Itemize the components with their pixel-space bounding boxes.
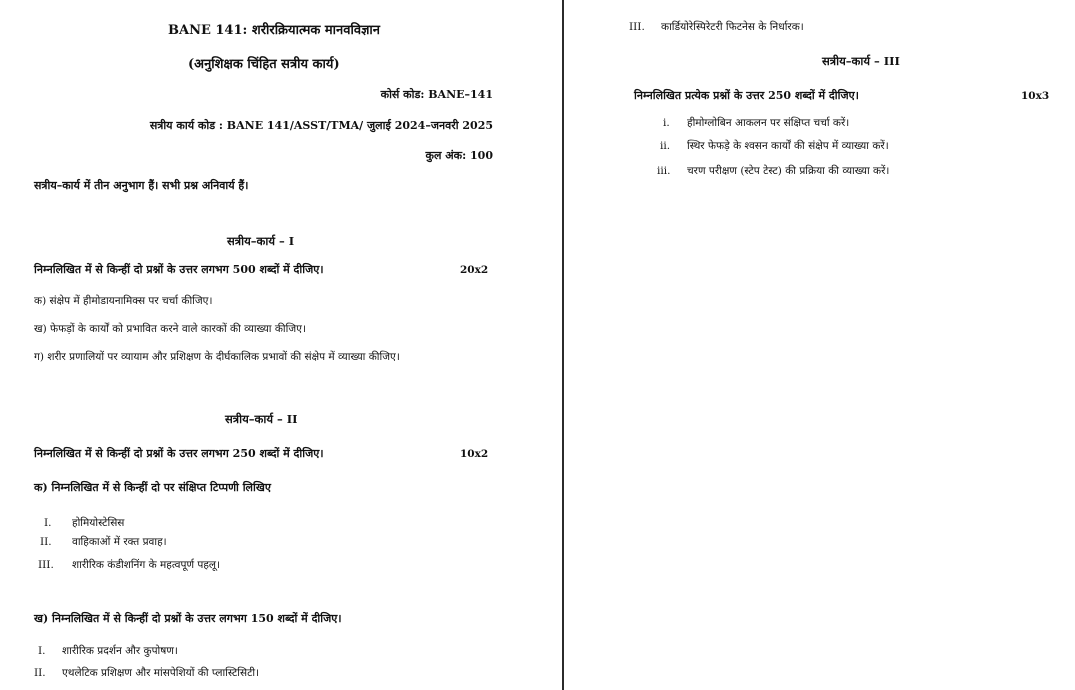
section-3-heading: सत्रीय–कार्य – III	[822, 54, 900, 68]
assignment-code: सत्रीय कार्य कोड : BANE 141/ASST/TMA/ जुलाई 2024–जनवरी 2025	[149, 119, 493, 132]
general-note: सत्रीय–कार्य में तीन अनुभाग हैं। सभी प्रश्न अनिवार्य हैं।	[34, 179, 249, 192]
list-item-number: II.	[34, 667, 46, 679]
list-item-number: III.	[629, 21, 645, 33]
document-subtitle: (अनुशिक्षक चिंहित सत्रीय कार्य)	[188, 57, 340, 72]
document-title: BANE 141: शरीरक्रियात्मक मानवविज्ञान	[168, 23, 380, 38]
right-page	[565, 0, 1075, 690]
list-item-number: I.	[38, 645, 46, 657]
list-item-number: I.	[44, 517, 52, 529]
section-2-part-a-title: क) निम्नलिखित में से किन्हीं दो पर संक्षिप्त टिप्पणी लिखिए	[34, 481, 271, 494]
list-item: हीमोग्लोबिन आकलन पर संक्षिप्त चर्चा करें।	[687, 117, 850, 129]
question-item: ख) फेफड़ों के कार्यों को प्रभावित करने वाले कारकों की व्याख्या कीजिए।	[34, 323, 306, 335]
list-item: वाहिकाओं में रक्त प्रवाह।	[72, 536, 167, 548]
list-item: चरण परीक्षण (स्टेप टेस्ट) की प्रक्रिया की व्याख्या करें।	[687, 165, 890, 177]
section-2-marks: 10x2	[460, 448, 489, 460]
total-marks: कुल अंक: 100	[425, 149, 493, 162]
list-item: एथलेटिक प्रशिक्षण और मांसपेशियों की प्लास्टिसिटी।	[62, 667, 260, 679]
section-1-heading: सत्रीय–कार्य – I	[227, 234, 295, 248]
section-3-instruction: निम्नलिखित प्रत्येक प्रश्नों के उत्तर 250 शब्दों में दीजिए।	[634, 89, 859, 102]
list-item: शारीरिक प्रदर्शन और कुपोषण।	[62, 645, 178, 657]
list-item: कार्डियोरेस्पिरेटरी फिटनेस के निर्धारक।	[661, 21, 804, 33]
list-item: होमियोस्टेसिस	[72, 517, 125, 529]
question-item: क) संक्षेप में हीमोडायनामिक्स पर चर्चा कीजिए।	[34, 295, 213, 307]
course-code: कोर्स कोड: BANE–141	[380, 88, 493, 101]
list-item-number: ii.	[660, 140, 671, 152]
section-2-part-b-title: ख) निम्नलिखित में से किन्हीं दो प्रश्नों के उत्तर लगभग 150 शब्दों में दीजिए।	[34, 612, 342, 625]
question-item: ग) शरीर प्रणालियों पर व्यायाम और प्रशिक्षण के दीर्घकालिक प्रभावों की संक्षेप में व्याख्या कीजिए।	[34, 351, 400, 363]
section-2-heading: सत्रीय–कार्य – II	[225, 412, 298, 426]
list-item-number: III.	[38, 559, 54, 571]
page-divider	[562, 0, 564, 690]
list-item-number: i.	[663, 117, 670, 129]
list-item: शारीरिक कंडीशनिंग के महत्वपूर्ण पहलू।	[72, 559, 221, 571]
section-1-marks: 20x2	[460, 264, 489, 276]
list-item: स्थिर फेफड़े के श्वसन कार्यों की संक्षेप में व्याख्या करें।	[687, 140, 889, 152]
list-item-number: II.	[40, 536, 52, 548]
section-2-instruction: निम्नलिखित में से किन्हीं दो प्रश्नों के उत्तर लगभग 250 शब्दों में दीजिए।	[34, 447, 324, 460]
section-1-instruction: निम्नलिखित में से किन्हीं दो प्रश्नों के उत्तर लगभग 500 शब्दों में दीजिए।	[34, 263, 324, 276]
section-3-marks: 10x3	[1021, 90, 1050, 102]
list-item-number: iii.	[657, 165, 671, 177]
